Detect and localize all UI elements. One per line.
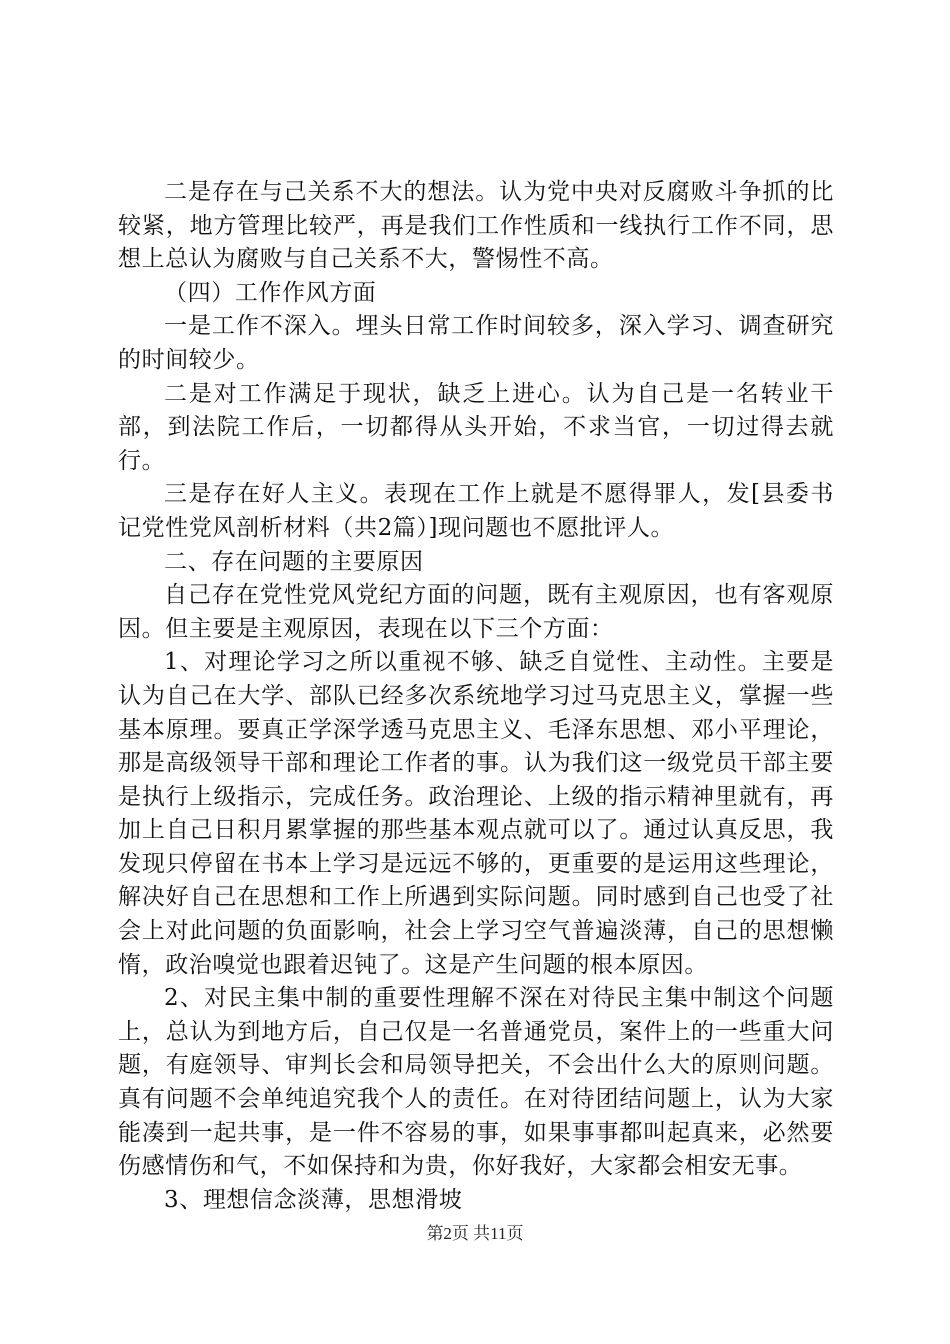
paragraph: 自己存在党性党风党纪方面的问题，既有主观原因，也有客观原因。但主要是主观原因，表现在以下三个方面： — [118, 582, 834, 642]
paragraph: 二是对工作满足于现状，缺乏上进心。认为自己是一名转业干部，到法院工作后，一切都得从头开始，不求当官，一切过得去就行。 — [118, 380, 834, 474]
document-body — [118, 176, 834, 1217]
paragraph: 3、理想信念淡薄，思想滑坡 — [164, 1186, 463, 1213]
paragraph: 二是存在与己关系不大的想法。认为党中央对反腐败斗争抓的比较紧，地方管理比较严，再是我们工作性质和一线执行工作不同，思想上总认为腐败与自己关系不大，警惕性不高。 — [118, 179, 834, 273]
paragraph: 一是工作不深入。埋头日常工作时间较多，深入学习、调查研究的时间较少。 — [118, 313, 834, 373]
page-number-footer: 第2页 共11页 — [426, 1224, 524, 1243]
paragraph: 2、对民主集中制的重要性理解不深在对待民主集中制这个问题上，总认为到地方后，自己仅是一名普通党员，案件上的一些重大问题，有庭领导、审判长会和局领导把关，不会出什么大的原则问题。真有问题不会单纯追究我个人的责任。在对待团结问题上，认为大家能凑到一起共事，是一件不容易的事，如果事事都叫起真来，必然要伤感情伤和气，不如保持和为贵，你好我好，大家都会相安无事。 — [118, 985, 834, 1180]
paragraph: 三是存在好人主义。表现在工作上就是不愿得罪人，发[县委书记党性党风剖析材料（共2篇）]现问题也不愿批评人。 — [118, 481, 834, 541]
section-heading: 二、存在问题的主要原因 — [164, 548, 424, 575]
section-heading: （四）工作作风方面 — [164, 279, 377, 306]
paragraph: 1、对理论学习之所以重视不够、缺乏自觉性、主动性。主要是认为自己在大学、部队已经多次系统地学习过马克思主义，掌握一些基本原理。要真正学深学透马克思主义、毛泽东思想、邓小平理论，那是高级领导干部和理论工作者的事。认为我们这一级党员干部主要是执行上级指示，完成任务。政治理论、上级的指示精神里就有，再加上自己日积月累掌握的那些基本观点就可以了。通过认真反思，我发现只停留在书本上学习是远远不够的，更重要的是运用这些理论，解决好自己在思想和工作上所遇到实际问题。同时感到自己也受了社会上对此问题的负面影响，社会上学习空气普遍淡薄，自己的思想懒惰，政治嗅觉也跟着迟钝了。这是产生问题的根本原因。 — [118, 649, 834, 978]
